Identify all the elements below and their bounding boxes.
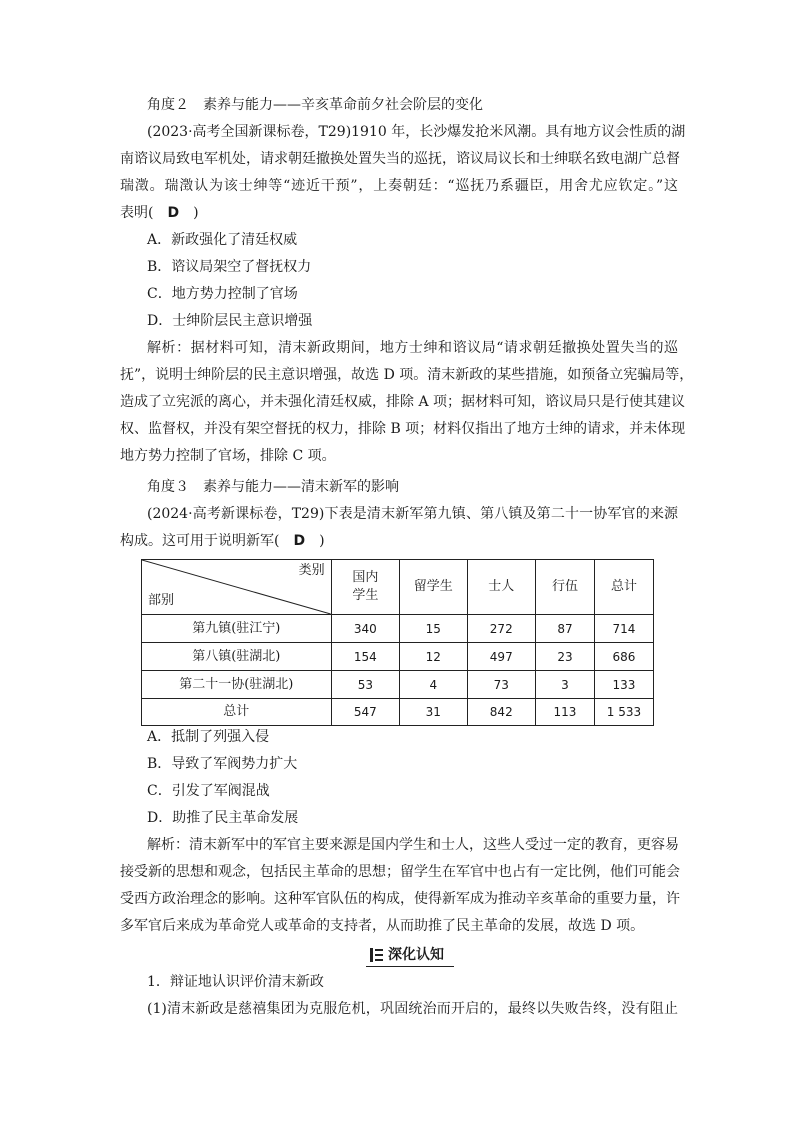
row-label: 第九镇(驻江宁) (142, 615, 332, 643)
table-cell: 4 (400, 671, 467, 699)
angle3-option-c: C．引发了军阀混战 (147, 783, 270, 799)
angle3-answer: D (293, 533, 306, 549)
table-cell: 133 (594, 671, 653, 699)
table-cell: 842 (467, 699, 535, 726)
table-cell: 3 (535, 671, 594, 699)
angle3-question-stem (120, 531, 678, 551)
angle3-option-d: D．助推了民主革命发展 (147, 810, 299, 826)
angle2-option-d: D．士绅阶层民主意识增强 (147, 313, 313, 329)
angle3-title: 角度３ 素养与能力——清末新军的影响 (147, 479, 399, 495)
table-cell: 1 533 (594, 699, 653, 726)
angle3-analysis-line-4: 多军官后来成为革命党人或革命的支持者，从而助推了民主革命的发展，故选 D 项。 (120, 918, 645, 934)
table-cell: 340 (331, 615, 399, 643)
list-icon (370, 948, 383, 962)
table-corner-cell (142, 560, 332, 615)
table-row (142, 615, 654, 643)
angle2-analysis-line-3: 造成了立宪派的离心，并未强化清廷权威，排除 A 项；据材料可知，谘议局只是行使其建议 (120, 394, 686, 410)
angle2-option-b: B．谘议局架空了督抚权力 (147, 259, 312, 275)
section-heading-label: 深化认知 (388, 947, 444, 963)
angle3-stem-close: ) (305, 533, 325, 549)
header-total: 总计 (594, 560, 653, 615)
table-header-row (142, 560, 654, 615)
table-cell: 113 (535, 699, 594, 726)
angle2-analysis-line-4: 权、监督权，并没有架空督抚的权力，排除 B 项；材料仅指出了地方士绅的请求，并未体现 (120, 421, 686, 437)
angle2-analysis-line-5: 地方势力控制了官场，排除 C 项。 (120, 448, 336, 464)
row-label: 第八镇(驻湖北) (142, 643, 332, 671)
table-cell: 272 (467, 615, 535, 643)
angle2-question-line-2: 南谘议局致电军机处，请求朝廷撤换处置失当的巡抚，谘议局议长和士绅联名致电湖广总督 (120, 151, 680, 167)
angle3-analysis-line-1: 解析：清末新军中的军官主要来源是国内学生和士人，这些人受过一定的教育，更容易 (147, 837, 679, 853)
header-overseas-students: 留学生 (400, 560, 467, 615)
corner-bottom-label: 部别 (148, 593, 175, 608)
angle2-stem-close: ) (179, 205, 199, 221)
angle2-answer: D (167, 205, 180, 221)
table-cell: 12 (400, 643, 467, 671)
angle3-question-line-1: (2024·高考新课标卷，T29)下表是清末新军第九镇、第八镇及第二十一协军官的来源 (147, 506, 678, 522)
officer-source-table (141, 559, 654, 726)
table-cell: 686 (594, 643, 653, 671)
angle2-title: 角度２ 素养与能力——辛亥革命前夕社会阶层的变化 (147, 97, 483, 113)
angle2-analysis-line-1: 解析：据材料可知，清末新政期间，地方士绅和谘议局“请求朝廷撤换处置失当的巡 (147, 340, 678, 356)
table-cell: 23 (535, 643, 594, 671)
table-row (142, 671, 654, 699)
angle3-analysis-line-3: 受西方政治理念的影响。这种军官队伍的构成，使得新军成为推动辛亥革命的重要力量，许 (120, 891, 680, 907)
angle2-question-stem (120, 203, 678, 223)
row-label: 总计 (142, 699, 332, 726)
angle3-option-b: B．导致了军阀势力扩大 (147, 756, 298, 772)
header-domestic-students: 国内 学生 (331, 560, 399, 615)
corner-top-label: 类别 (298, 563, 325, 578)
angle2-question-line-3: 瑞澂。瑞澂认为该士绅等“迹近干预”，上奏朝廷：“巡抚乃系疆臣，用舍尤应钦定。”这 (120, 178, 678, 194)
table-cell: 497 (467, 643, 535, 671)
table-cell: 15 (400, 615, 467, 643)
angle3-option-a: A．抵制了列强入侵 (147, 729, 270, 745)
header-rank-and-file: 行伍 (535, 560, 594, 615)
header-scholars: 士人 (467, 560, 535, 615)
angle2-option-c: C．地方势力控制了官场 (147, 286, 298, 302)
table-cell: 31 (400, 699, 467, 726)
angle3-stem-text: 构成。这可用于说明新军( (120, 533, 294, 549)
table-cell: 73 (467, 671, 535, 699)
angle2-option-a: A．新政强化了清廷权威 (147, 232, 298, 248)
table-cell: 547 (331, 699, 399, 726)
section-underline (366, 966, 454, 967)
deepen-point-1-1: (1)清末新政是慈禧集团为克服危机，巩固统治而开启的，最终以失败告终，没有阻止 (147, 1001, 678, 1017)
angle2-question-line-1: (2023·高考全国新课标卷，T29)1910 年，长沙爆发抢米风潮。具有地方议会性质的湖 (147, 124, 686, 140)
row-label: 第二十一协(驻湖北) (142, 671, 332, 699)
table-cell: 53 (331, 671, 399, 699)
angle2-analysis-line-2: 抚”，说明士绅阶层的民主意识增强，故选 D 项。清末新政的某些措施，如预备立宪骗局等， (120, 367, 694, 383)
deepen-point-1: 1．辩证地认识评价清末新政 (147, 974, 324, 990)
angle2-stem-text: 表明( (120, 205, 168, 221)
table-cell: 714 (594, 615, 653, 643)
angle3-analysis-line-2: 接受新的思想和观念，包括民主革命的思想；留学生在军官中也占有一定比例，他们可能会 (120, 864, 680, 880)
table-total-row (142, 699, 654, 726)
table-cell: 154 (331, 643, 399, 671)
table-cell: 87 (535, 615, 594, 643)
table-row (142, 643, 654, 671)
section-heading-deepen (366, 945, 454, 965)
